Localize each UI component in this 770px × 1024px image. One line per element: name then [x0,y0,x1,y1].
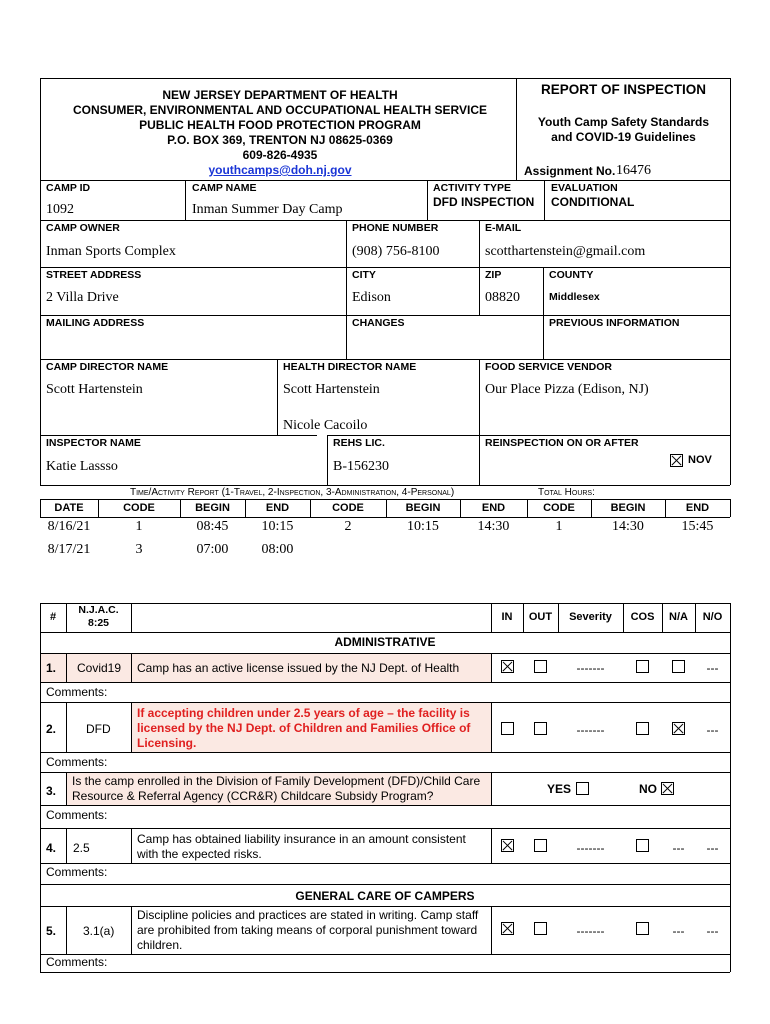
org-name: NEW JERSEY DEPARTMENT OF HEALTH [162,88,398,102]
item-5-cos-checkbox[interactable] [636,922,649,935]
item-4-out-checkbox[interactable] [534,839,547,852]
email-link[interactable]: youthcamps@doh.nj.gov [208,163,352,177]
item-1-number: 1. [46,661,57,675]
item-5-number: 5. [46,924,57,938]
item-5-comments: Comments: [46,955,108,969]
col-out: OUT [528,611,553,623]
org-address: P.O. BOX 369, TRENTON NJ 08625-0369 [167,133,393,147]
col-njac: N.J.A.C. 8:25 [78,604,119,629]
reinspection-checkbox[interactable] [670,454,683,467]
time-cell: 1 [135,519,143,534]
item-5-text: Discipline policies and practices are stated in writing. Camp staff are prohibited from taking means of corporal punishment toward children. [137,908,479,952]
item-4-severity: ------- [576,841,605,855]
section-administrative: ADMINISTRATIVE [334,635,436,649]
time-cell: 08:45 [196,519,229,534]
item-2-out-checkbox[interactable] [534,722,547,735]
zip-label: ZIP [485,269,502,281]
item-5-out-checkbox[interactable] [534,922,547,935]
item-1-text: Camp has an active license issued by the NJ Dept. of Health [137,661,460,675]
item-2-severity: ------- [576,723,605,737]
report-title: REPORT OF INSPECTION [540,82,706,97]
time-cell: 10:15 [261,519,294,534]
section-general-care: GENERAL CARE OF CAMPERS [295,889,475,903]
activity-type: DFD INSPECTION [433,195,535,209]
evaluation-label: EVALUATION [551,182,618,194]
time-col-header: END [265,502,290,514]
report-subtitle-1: Youth Camp Safety Standards [537,115,710,129]
item-1-comments: Comments: [46,685,108,699]
time-col-header: CODE [332,502,364,514]
item-2-code: DFD [86,722,111,736]
time-cell: 2 [344,519,352,534]
inspector-label: INSPECTOR NAME [46,437,141,449]
camp-name-label: CAMP NAME [192,182,257,194]
time-cell: 1 [555,519,563,534]
evaluation: CONDITIONAL [551,195,635,209]
camp-id: 1092 [46,202,74,217]
camp-id-label: CAMP ID [46,182,91,194]
item-1-na-checkbox[interactable] [672,660,685,673]
org-program: PUBLIC HEALTH FOOD PROTECTION PROGRAM [139,118,421,132]
phone-label: PHONE NUMBER [352,222,439,234]
county-label: COUNTY [549,269,594,281]
street: 2 Villa Drive [46,290,119,305]
item-1-code: Covid19 [77,661,122,675]
time-col-header: DATE [54,502,84,514]
inspector: Katie Lassso [46,459,118,474]
time-col-header: BEGIN [405,502,441,514]
time-col-header: BEGIN [195,502,230,514]
item-1-out-checkbox[interactable] [534,660,547,673]
item-1-cos-checkbox[interactable] [636,660,649,673]
mailing-label: MAILING ADDRESS [46,317,145,329]
item-1-no: --- [706,661,719,675]
item-2-text: If accepting children under 2.5 years of age – the facility is licensed by the NJ Dept. of Children and Families Office of Licensing. [137,706,471,750]
item-5-severity: ------- [576,924,605,938]
city: Edison [352,290,391,305]
time-col-header: END [685,502,710,514]
time-cell: 10:15 [407,519,439,534]
item-4-number: 4. [46,841,57,855]
item-1-in-checkbox[interactable] [501,660,514,673]
health-director-2: Nicole Cacoilo [283,418,368,433]
rehs: B-156230 [333,459,389,474]
time-cell: 8/16/21 [47,519,91,534]
phone: (908) 756-8100 [352,244,440,259]
col-cos: COS [630,611,655,623]
item-4-text: Camp has obtained liability insurance in an amount consistent with the expected risks. [137,832,466,861]
item-4-code: 2.5 [73,841,90,855]
time-cell: 14:30 [477,519,510,534]
email-label: E-MAIL [485,222,522,234]
county: Middlesex [549,291,600,303]
col-no: N/O [702,611,723,623]
time-cell: 8/17/21 [47,542,91,557]
col-num: # [49,611,57,623]
camp-director: Scott Hartenstein [46,382,143,397]
street-label: STREET ADDRESS [46,269,142,281]
time-cell: 3 [135,542,143,557]
header-box [40,78,730,79]
assignment-label: Assignment No. [524,164,616,178]
col-na: N/A [669,611,688,623]
item-2-comments: Comments: [46,755,108,769]
owner: Inman Sports Complex [46,244,176,259]
time-cell: 07:00 [196,542,229,557]
activity-type-label: ACTIVITY TYPE [433,182,511,194]
time-col-header: BEGIN [610,502,646,514]
item-3-number: 3. [46,784,57,798]
total-hours-label: Total Hours: [538,487,595,498]
camp-name: Inman Summer Day Camp [192,202,343,217]
owner-label: CAMP OWNER [46,222,120,234]
time-col-header: END [481,502,506,514]
food-vendor-label: FOOD SERVICE VENDOR [485,361,612,373]
item-2-na-checkbox[interactable] [672,722,685,735]
item-3-yes-checkbox[interactable] [576,782,589,795]
item-5-in-checkbox[interactable] [501,922,514,935]
assignment-number: 16476 [616,163,651,178]
item-1-severity: ------- [576,661,605,675]
reinspection-label: REINSPECTION ON OR AFTER [485,437,639,449]
item-2-cos-checkbox[interactable] [636,722,649,735]
zip: 08820 [485,290,520,305]
item-2-number: 2. [46,722,57,736]
time-cell: 14:30 [612,519,644,534]
reinspection-value: NOV [688,454,712,466]
rehs-label: REHS LIC. [333,437,385,449]
item-3-comments: Comments: [46,808,108,822]
food-vendor: Our Place Pizza (Edison, NJ) [485,382,649,397]
org-phone: 609-826-4935 [242,148,318,162]
item-3-text: Is the camp enrolled in the Division of Family Development (DFD)/Child Care Resource & Referral Agency (CCR&R) Childcare Subsidy Program? [72,774,481,803]
item-2-in-checkbox[interactable] [501,722,514,735]
item-4-na: --- [672,841,685,855]
health-director-label: HEALTH DIRECTOR NAME [283,361,417,373]
item-4-in-checkbox[interactable] [501,839,514,852]
col-severity: Severity [569,611,612,623]
time-col-header: CODE [543,502,575,514]
city-label: CITY [352,269,376,281]
owner-email: scotthartenstein@gmail.com [485,244,646,259]
report-subtitle-2: and COVID-19 Guidelines [551,130,696,144]
item-3-yes-label: YES [547,782,572,796]
col-in: IN [501,611,513,623]
time-report-title: Time/Activity Report (1-Travel, 2-Inspection, 3-Administration, 4-Personal) [130,487,455,498]
camp-director-label: CAMP DIRECTOR NAME [46,361,169,373]
changes-label: CHANGES [352,317,405,329]
item-4-comments: Comments: [46,865,108,879]
item-5-no: --- [706,924,719,938]
time-col-header: CODE [123,502,155,514]
time-cell: 08:00 [261,542,294,557]
org-service: CONSUMER, ENVIRONMENTAL AND OCCUPATIONAL HEALTH SERVICE [72,103,488,117]
time-cell: 15:45 [681,519,714,534]
item-3-no-label: NO [639,782,657,796]
previous-label: PREVIOUS INFORMATION [549,317,680,329]
item-2-no: --- [706,723,719,737]
item-3-no-checkbox[interactable] [661,782,674,795]
health-director: Scott Hartenstein [283,382,380,397]
item-5-na: --- [672,924,685,938]
item-5-code: 3.1(a) [83,924,115,938]
item-4-cos-checkbox[interactable] [636,839,649,852]
item-4-no: --- [706,841,719,855]
